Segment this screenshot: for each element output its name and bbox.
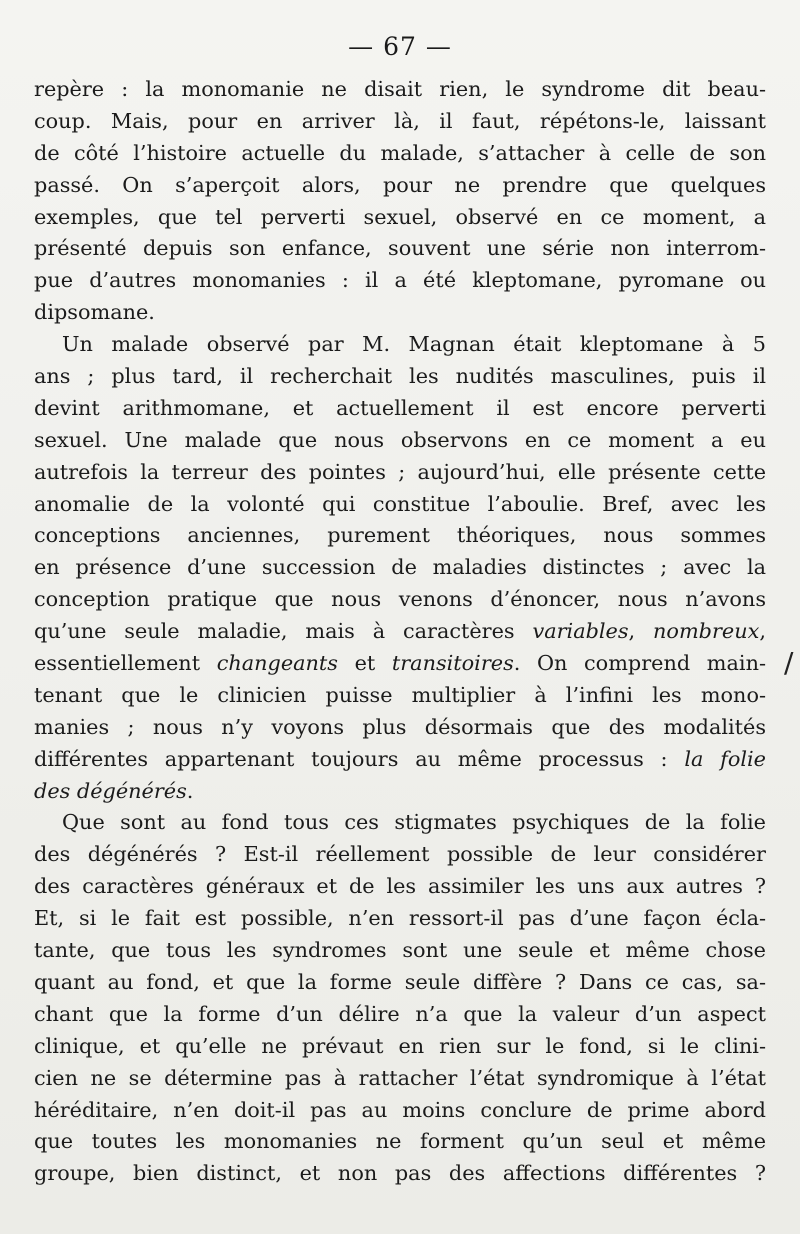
text-line: sexuel. Une malade que nous observons en ce moment a eu <box>34 427 766 452</box>
text-line: coup. Mais, pour en arriver là, il faut, répétons-le, laissant <box>34 108 766 133</box>
italic-text: des dégénérés <box>34 778 187 803</box>
body-text <box>34 74 766 1190</box>
text-line: héréditaire, n’en doit-il pas au moins conclure de prime abord <box>34 1097 766 1122</box>
text-line: conceptions anciennes, purement théoriques, nous sommes <box>34 523 766 548</box>
text-line: groupe, bien distinct, et non pas des affections différentes ? <box>34 1161 766 1186</box>
text-line: pue d’autres monomanies : il a été kleptomane, pyromane ou <box>34 268 766 293</box>
text-line: essentiellement changeants et transitoires. On comprend main- <box>34 651 766 676</box>
text-line: présenté depuis son enfance, souvent une série non interrom- <box>34 236 766 261</box>
text-line: exemples, que tel perverti sexuel, observé en ce moment, a <box>34 204 766 229</box>
text-line: manies ; nous n’y voyons plus désormais que des modalités <box>34 714 766 739</box>
text-line: repère : la monomanie ne disait rien, le syndrome dit beau- <box>34 77 766 101</box>
text-line: quant au fond, et que la forme seule diffère ? Dans ce cas, sa- <box>34 969 766 994</box>
text-line: autrefois la terreur des pointes ; aujourd’hui, elle présente cette <box>34 459 766 484</box>
text-line: anomalie de la volonté qui constitue l’aboulie. Bref, avec les <box>34 491 766 516</box>
italic-text: nombreux <box>653 619 760 644</box>
text-line: dipsomane. <box>34 300 155 325</box>
text-line: Un malade observé par M. Magnan était kleptomane à 5 <box>62 332 766 357</box>
text-line: que toutes les monomanies ne forment qu’un seul et même <box>34 1129 766 1154</box>
italic-text: variables <box>532 619 629 644</box>
page-number: — 67 — <box>348 32 452 61</box>
text-line: en présence d’une succession de maladies distinctes ; avec la <box>34 555 766 580</box>
text-line: devint arithmomane, et actuellement il est encore perverti <box>34 395 766 420</box>
margin-mark: / <box>784 646 794 679</box>
text-line: chant que la forme d’un délire n’a que la valeur d’un aspect <box>34 1001 766 1026</box>
text-line: cien ne se détermine pas à rattacher l’état syndromique à l’état <box>34 1065 766 1090</box>
text-line: différentes appartenant toujours au même processus : la folie <box>34 746 766 771</box>
italic-text: changeants <box>216 651 338 676</box>
text-line: tenant que le clinicien puisse multiplier à l’infini les mono- <box>34 682 766 707</box>
text-line: des dégénérés ? Est-il réellement possible de leur considérer <box>34 842 766 867</box>
text-line: conception pratique que nous venons d’énoncer, nous n’avons <box>34 587 766 612</box>
text-line: Et, si le fait est possible, n’en ressort-il pas d’une façon écla- <box>34 906 766 931</box>
text-line: tante, que tous les syndromes sont une seule et même chose <box>34 938 766 963</box>
text-line: des dégénérés. <box>34 778 194 803</box>
text-line: Que sont au fond tous ces stigmates psychiques de la folie <box>62 810 766 835</box>
text-line: clinique, et qu’elle ne prévaut en rien sur le fond, si le clini- <box>34 1033 766 1058</box>
text-line: qu’une seule maladie, mais à caractères variables, nombreux, <box>34 619 766 644</box>
text-line: passé. On s’aperçoit alors, pour ne prendre que quelques <box>34 172 766 197</box>
italic-text: la folie <box>684 746 766 771</box>
text-line: des caractères généraux et de les assimiler les uns aux autres ? <box>34 874 766 899</box>
italic-text: transitoires <box>391 651 514 676</box>
text-line: de côté l’histoire actuelle du malade, s’attacher à celle de son <box>34 140 766 165</box>
text-line: ans ; plus tard, il recherchait les nudités masculines, puis il <box>34 364 766 389</box>
